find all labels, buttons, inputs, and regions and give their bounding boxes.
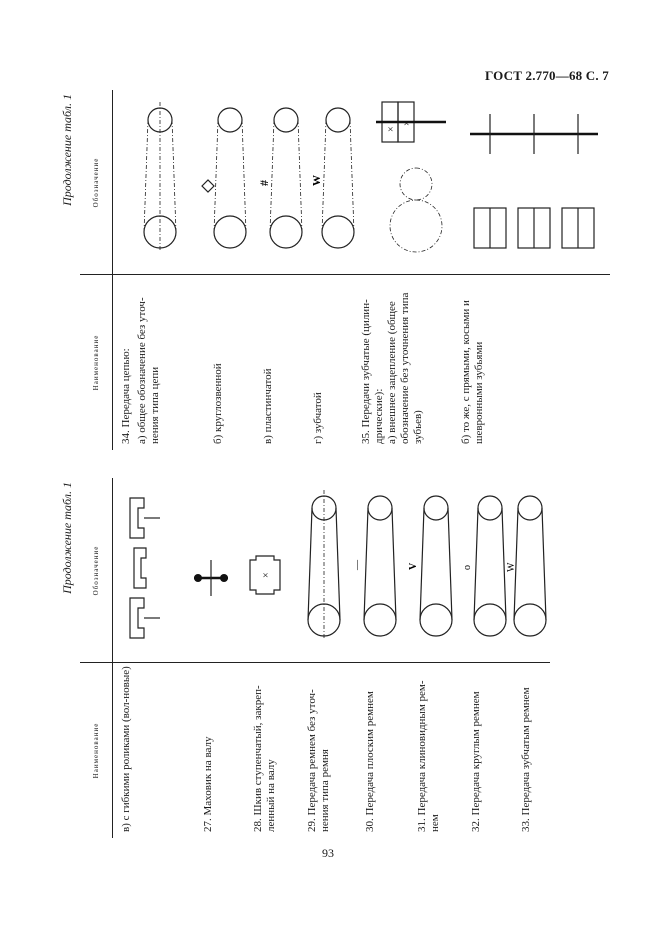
header-rule xyxy=(112,478,113,838)
table-continuation-left xyxy=(60,478,550,838)
table-frame xyxy=(80,90,610,450)
document-header: ГОСТ 2.770—68 С. 7 xyxy=(484,68,609,83)
round-link-chain-symbol xyxy=(200,100,260,250)
table-row-text: а) общее обозначение без уточ-нения типа цепи xyxy=(136,297,161,444)
header-rule xyxy=(112,90,113,450)
table-row-text: г) зубчатой xyxy=(312,392,324,444)
table-row-text: 33. Передача зубчатым ремнем xyxy=(520,687,532,832)
wave-gear-symbol xyxy=(120,488,190,648)
stepped-pulley-symbol xyxy=(240,550,290,600)
cross-mark: × xyxy=(386,126,397,132)
toothed-chain-symbol xyxy=(308,100,368,250)
page-number: 93 xyxy=(322,846,334,860)
flywheel-symbol xyxy=(192,558,232,598)
round-belt-mark: o xyxy=(462,565,473,570)
table-frame xyxy=(80,478,550,838)
cross-mark: × xyxy=(402,120,413,126)
table-row-text: в) пластинчатой xyxy=(262,368,274,444)
spur-gear-external-symbol xyxy=(376,94,456,254)
flat-belt-mark: — xyxy=(352,560,363,570)
column-header-symbol: Обозначение xyxy=(92,545,100,596)
table-row-text: а) внешнее зацепление (общее обозначение без уточнения типа зубьев) xyxy=(386,292,424,444)
table-row-text: 30. Передача плоским ремнем xyxy=(364,691,376,832)
v-belt-mark: V xyxy=(408,562,419,570)
column-header-name: Наименование xyxy=(92,722,100,779)
column-header-name: Наименование xyxy=(92,334,100,391)
table-row-text: 32. Передача круглым ремнем xyxy=(470,691,482,832)
table-row-text: б) то же, с прямыми, косыми и шевронными зубьями xyxy=(460,300,485,444)
toothed-belt-symbol xyxy=(508,488,550,638)
table-row-text: б) круглозвенной xyxy=(212,363,224,444)
cross-mark: × xyxy=(261,572,272,578)
table-row-text: 34. Передача цепью: xyxy=(120,348,132,444)
column-divider xyxy=(80,662,550,663)
v-belt-symbol xyxy=(406,488,466,638)
column-divider xyxy=(80,274,610,275)
toothed-chain-mark: W xyxy=(311,175,323,186)
table-row-text: 35. Передачи зубчатые (цилин-дрические): xyxy=(360,299,385,444)
table-continuation-label: Продолжение табл. 1 xyxy=(60,482,74,594)
table-row-text: 27. Маховик на валу xyxy=(202,736,214,832)
table-row-text: 31. Передача клиновидным рем-нем xyxy=(416,680,441,832)
flat-belt-symbol xyxy=(350,488,410,638)
plate-chain-symbol xyxy=(256,100,316,250)
table-row-text: 29. Передача ремнем без уточ-нения типа ремня xyxy=(306,689,331,832)
table-continuation-label: Продолжение табл. 1 xyxy=(60,94,74,206)
chain-drive-generic-symbol xyxy=(130,100,190,250)
toothed-belt-mark: W xyxy=(506,562,517,572)
table-row-text: 28. Шкив ступенчатый, закреп-ленный на валу xyxy=(252,685,277,832)
plate-chain-mark: # xyxy=(257,180,271,186)
table-continuation-right xyxy=(60,90,610,450)
spur-gear-variants-symbol xyxy=(466,94,606,254)
belt-drive-generic-symbol xyxy=(294,488,354,638)
column-header-symbol: Обозначение xyxy=(92,157,100,208)
table-row-text: в) с гибкими роликами (вол-новые) xyxy=(120,666,132,832)
